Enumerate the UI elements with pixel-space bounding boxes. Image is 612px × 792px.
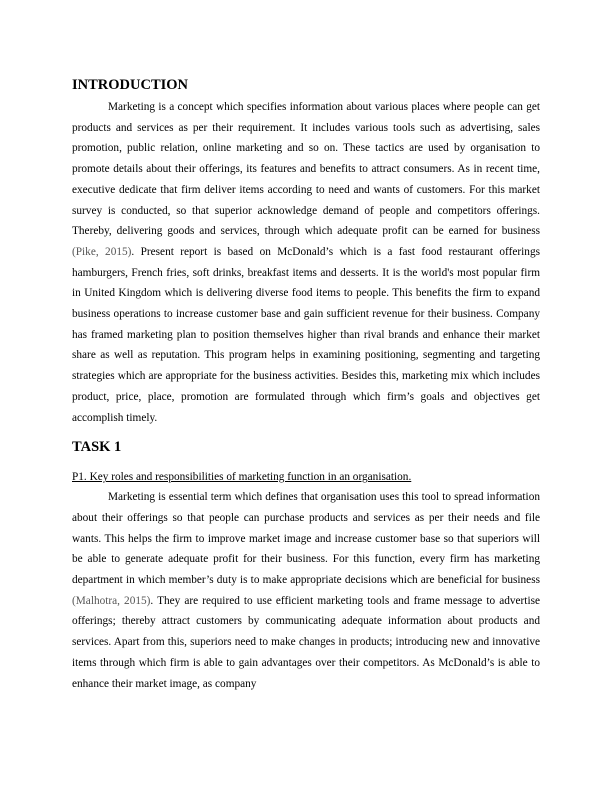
paragraph-text: Marketing is a concept which specifies information about various places where people can get products and services as per their requirement. It includes various tools such as advertising, sales promotion, public relation, online marketing and so on. These tactics are used by organisation to promote details about their offerings, its features and benefits to attract consumers. As in recent time, executive dedicate that firm deliver items according to need and wants of customers. For this market survey is conducted, so that superior acknowledge demand of people and competitors offerings. Thereby, delivering goods and services, through which adequate profit can be earned for business: [72, 101, 540, 238]
citation: (Pike, 2015): [72, 245, 132, 258]
paragraph-text: . They are required to use efficient marketing tools and frame message to advertise offerings; thereby attract customers by communicating adequate information about products and services. Apart from this, superiors need to make changes in products; introducing new and innovative items through which firm is able to gain advantages over their competitors. As McDonald’s is able to enhance their market image, as company: [72, 594, 540, 690]
document-page: [72, 76, 540, 694]
introduction-heading: INTRODUCTION: [72, 77, 189, 93]
p1-subheading: P1. Key roles and responsibilities of marketing function in an organisation.: [72, 471, 412, 484]
task-1-heading: TASK 1: [72, 439, 122, 456]
paragraph-text: Marketing is essential term which defines that organisation uses this tool to spread information about their offerings so that people can purchase products and services as per their needs and file wants. This helps the firm to improve market image and increase customer base so that superiors will be able to generate adequate profit for their business. For this function, every firm has marketing department in which member’s duty is to make appropriate decisions which are beneficial for business: [72, 491, 540, 587]
citation: (Malhotra, 2015): [72, 594, 151, 607]
introduction-paragraph: [72, 97, 540, 428]
task-1-paragraph: [72, 487, 540, 694]
paragraph-text: . Present report is based on McDonald’s which is a fast food restaurant offerings hamburgers, French fries, soft drinks, breakfast items and desserts. It is the world's most popular firm in United Kingdom which is delivering diverse food items to people. This benefits the firm to expand business operations to increase customer base and gain sufficient revenue for their business. Company has framed marketing plan to position themselves higher than rival brands and enhance their market share as well as reputation. This program helps in examining positioning, segmenting and targeting strategies which are appropriate for the business activities. Besides this, marketing mix which includes product, price, place, promotion are formulated through which firm’s goals and objectives get accomplish timely.: [72, 245, 540, 424]
